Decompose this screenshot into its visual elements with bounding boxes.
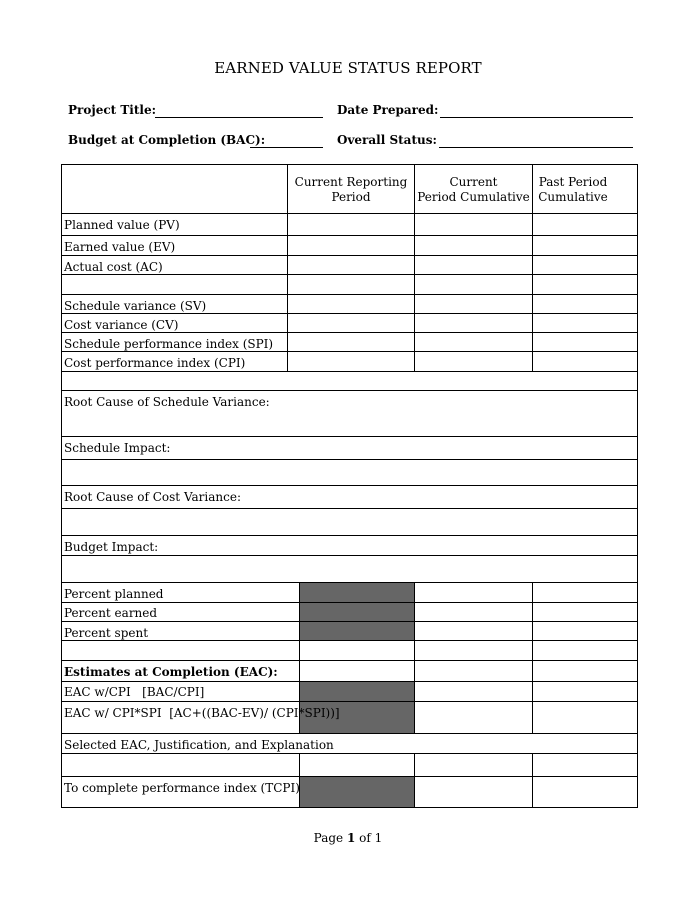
column-header-current-period-cumulative — [415, 175, 532, 205]
column-header-line: Cumulative — [538, 190, 608, 204]
date-prepared-label: Date Prepared: — [337, 103, 439, 117]
row-label-pv: Planned value (PV) — [64, 218, 180, 232]
row-label-tcpi: To complete performance index (TCPI) — [64, 781, 300, 795]
row-label-spi: Schedule performance index (SPI) — [64, 337, 274, 351]
column-header-past-period-cumulative — [533, 175, 613, 205]
row-label-eac-cpi-spi: EAC w/ CPI*SPI [AC+((BAC-EV)/ (CPI*SPI))] — [64, 706, 340, 720]
row-label-percent-spent: Percent spent — [64, 626, 149, 640]
row-label-selected-eac: Selected EAC, Justification, and Explanation — [64, 738, 334, 752]
page-footer — [0, 831, 696, 845]
column-header-line: Current Reporting — [294, 175, 408, 189]
project-title-field[interactable] — [155, 117, 323, 118]
row-label-root-cause-cv: Root Cause of Cost Variance: — [64, 490, 241, 504]
bac-label: Budget at Completion (BAC): — [68, 133, 266, 147]
row-label-eac: Estimates at Completion (EAC): — [64, 665, 278, 679]
column-header-line: Current — [449, 175, 498, 189]
row-label-ac: Actual cost (AC) — [64, 260, 163, 274]
row-label-eac-cpi: EAC w/CPI [BAC/CPI] — [64, 685, 205, 699]
row-label-sv: Schedule variance (SV) — [64, 299, 207, 313]
column-header-line: Period Cumulative — [417, 190, 530, 204]
earned-value-table — [61, 164, 638, 808]
footer-total-pages: 1 — [374, 831, 383, 845]
footer-page-word: Page — [313, 831, 344, 845]
row-label-cpi: Cost performance index (CPI) — [64, 356, 246, 370]
shaded-cell — [299, 582, 414, 602]
project-title-label: Project Title: — [68, 103, 157, 117]
row-label-root-cause-sv: Root Cause of Schedule Variance: — [64, 395, 270, 409]
shaded-cell — [299, 776, 414, 807]
shaded-cell — [299, 681, 414, 701]
row-label-schedule-impact: Schedule Impact: — [64, 441, 171, 455]
overall-status-label: Overall Status: — [337, 133, 437, 147]
row-label-ev: Earned value (EV) — [64, 240, 176, 254]
row-label-percent-earned: Percent earned — [64, 606, 158, 620]
shaded-cell — [299, 621, 414, 640]
column-header-line: Past Period — [538, 175, 608, 189]
page-title: EARNED VALUE STATUS REPORT — [214, 59, 482, 77]
shaded-cell — [299, 602, 414, 621]
footer-current-page: 1 — [346, 831, 356, 845]
row-label-percent-planned: Percent planned — [64, 587, 164, 601]
bac-field[interactable] — [250, 147, 323, 148]
column-header-line: Period — [331, 190, 371, 204]
row-label-budget-impact: Budget Impact: — [64, 540, 159, 554]
column-header-current-reporting-period — [288, 175, 414, 205]
overall-status-field[interactable] — [439, 147, 633, 148]
footer-of-word: of — [359, 831, 371, 845]
row-label-cv: Cost variance (CV) — [64, 318, 179, 332]
date-prepared-field[interactable] — [440, 117, 633, 118]
